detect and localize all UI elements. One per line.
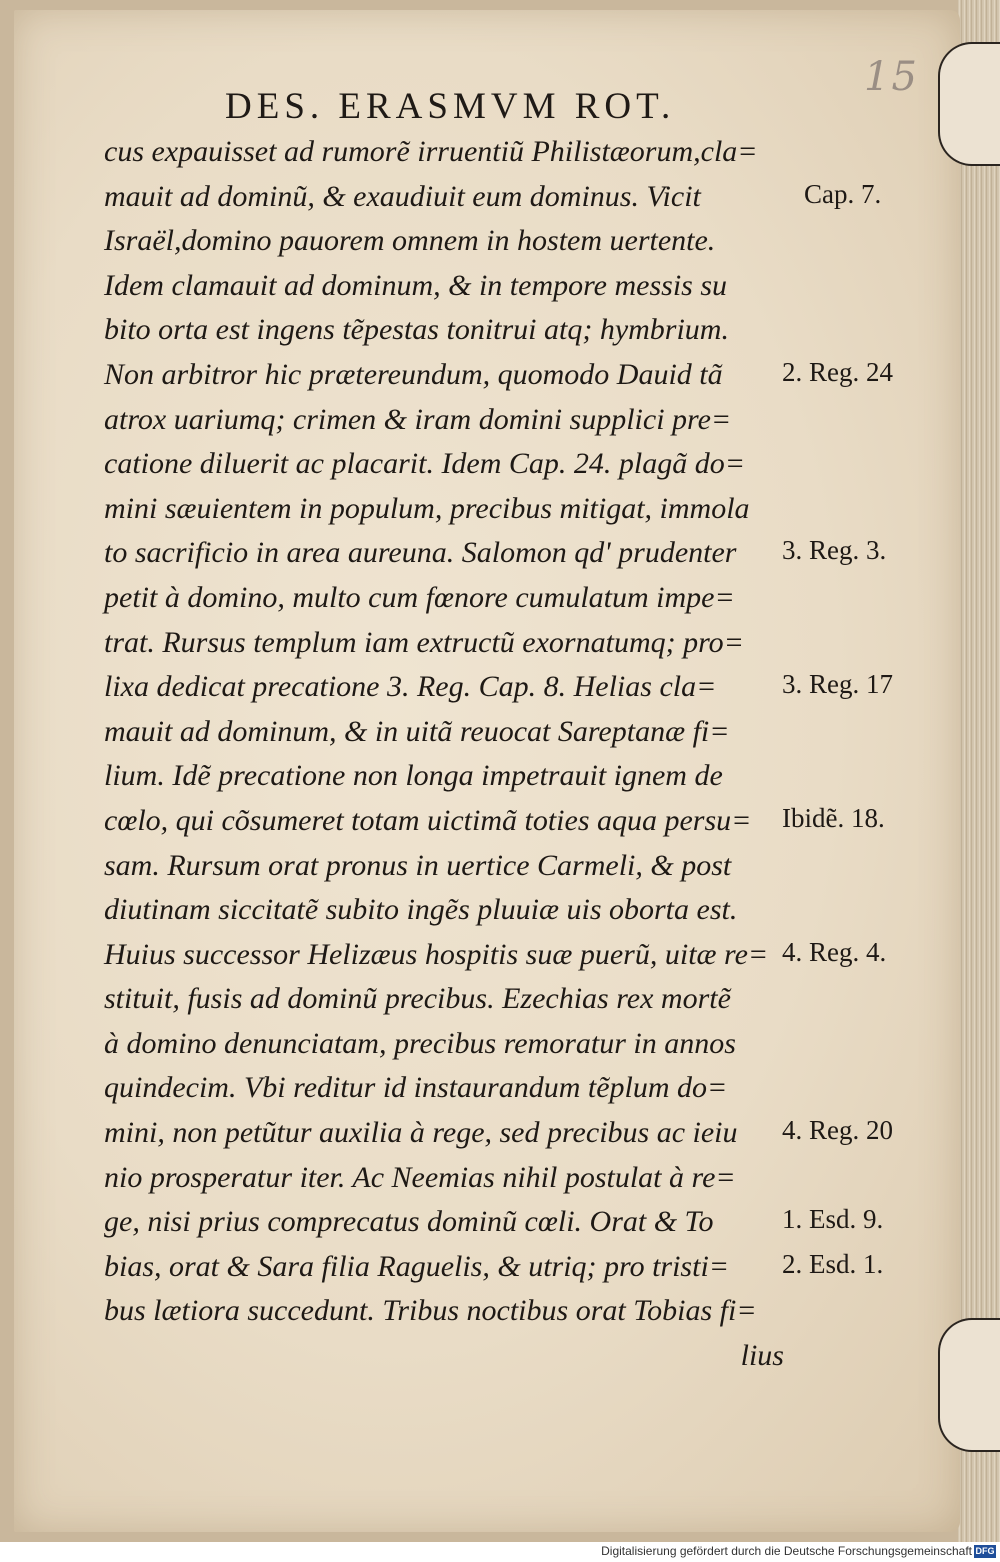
page-tab-top bbox=[938, 42, 1000, 166]
margin-note: Ibidẽ. 18. bbox=[782, 803, 885, 833]
margin-note: 3. Reg. 17 bbox=[782, 669, 893, 700]
body-text bbox=[104, 130, 804, 1379]
margin-note: 3. Reg. 3. bbox=[782, 535, 887, 566]
margin-note: 2. Reg. 24 bbox=[782, 357, 893, 387]
text-line: à domino denunciatam, precibus remoratur in annos bbox=[104, 1026, 736, 1060]
text-line: lixa dedicat precatione 3. Reg. Cap. 8. Helias cla= bbox=[104, 670, 717, 704]
text-line: Idem clamauit ad dominum, & in tempore messis su bbox=[104, 268, 727, 302]
text-line: nio prosperatur iter. Ac Neemias nihil postulat à re= bbox=[104, 1160, 736, 1194]
text-line: bito orta est ingens tẽpestas tonitrui atq; hymbrium. bbox=[104, 313, 729, 347]
text-line: lium. Idẽ precatione non longa impetrauit ignem de bbox=[104, 759, 723, 793]
margin-note: 1. Esd. 9. bbox=[782, 1204, 884, 1235]
footer-credit: Digitalisierung gefördert durch die Deutsche Forschungsgemeinschaft bbox=[601, 1544, 972, 1558]
text-line: mini, non petũtur auxilia à rege, sed precibus ac ieiu bbox=[104, 1116, 738, 1150]
text-line: trat. Rursus templum iam extructũ exornatumq; pro= bbox=[104, 625, 744, 659]
text-line: ge, nisi prius comprecatus dominũ cœli. Orat & To bbox=[104, 1205, 714, 1239]
text-line: mauit ad dominũ, & exaudiuit eum dominus. Vicit bbox=[104, 179, 701, 213]
text-line: diutinam siccitatẽ subito ingẽs pluuiæ uis oborta est. bbox=[104, 893, 738, 927]
margin-note: 2. Esd. 1. bbox=[782, 1249, 884, 1279]
text-line: cus expauisset ad rumorẽ irruentiũ Philistæorum,cla= bbox=[104, 135, 758, 168]
running-head: DES. ERASMVM ROT. bbox=[225, 86, 676, 127]
text-line: mini sæuientem in populum, precibus mitigat, immola bbox=[104, 491, 750, 525]
margin-note: 4. Reg. 20 bbox=[782, 1115, 893, 1146]
text-line: cœlo, qui cõsumeret totam uictimã toties aqua persu= bbox=[104, 803, 752, 837]
margin-note: Cap. 7. bbox=[804, 178, 882, 209]
text-line: quindecim. Vbi reditur id instaurandum tẽplum do= bbox=[104, 1071, 728, 1105]
text-line: Non arbitror hic prætereundum, quomodo Dauid tã bbox=[104, 357, 723, 391]
text-line: mauit ad dominum, & in uitã reuocat Sareptanæ fi= bbox=[104, 714, 730, 748]
catchword: lius bbox=[740, 1339, 784, 1373]
text-line: to sacrificio in area aureuna. Salomon qd' prudenter bbox=[104, 536, 737, 570]
text-line: Huius successor Helizæus hospitis suæ puerũ, uitæ re= bbox=[104, 937, 769, 971]
margin-note: 4. Reg. 4. bbox=[782, 936, 887, 967]
page-tab-bottom bbox=[938, 1318, 1000, 1452]
text-line: sam. Rursum orat pronus in uertice Carmeli, & post bbox=[104, 848, 732, 882]
text-line: Israël,domino pauorem omnem in hostem uertente. bbox=[104, 224, 716, 258]
book-page-edges bbox=[958, 0, 1000, 1542]
text-line: catione diluerit ac placarit. Idem Cap. 24. plagã do= bbox=[104, 447, 746, 481]
folio-number: 15 bbox=[864, 54, 919, 100]
text-line: bias, orat & Sara filia Raguelis, & utriq; pro tristi= bbox=[104, 1249, 730, 1283]
text-line: bus lætiora succedunt. Tribus noctibus orat Tobias fi= bbox=[104, 1294, 757, 1328]
text-line: stituit, fusis ad dominũ precibus. Ezechias rex mortẽ bbox=[104, 982, 731, 1016]
digitization-footer bbox=[0, 1542, 1000, 1562]
dfg-logo: DFG bbox=[975, 1546, 995, 1556]
text-line: atrox uariumq; crimen & iram domini supplici pre= bbox=[104, 402, 732, 436]
text-line: petit à domino, multo cum fœnore cumulatum impe= bbox=[104, 580, 735, 614]
